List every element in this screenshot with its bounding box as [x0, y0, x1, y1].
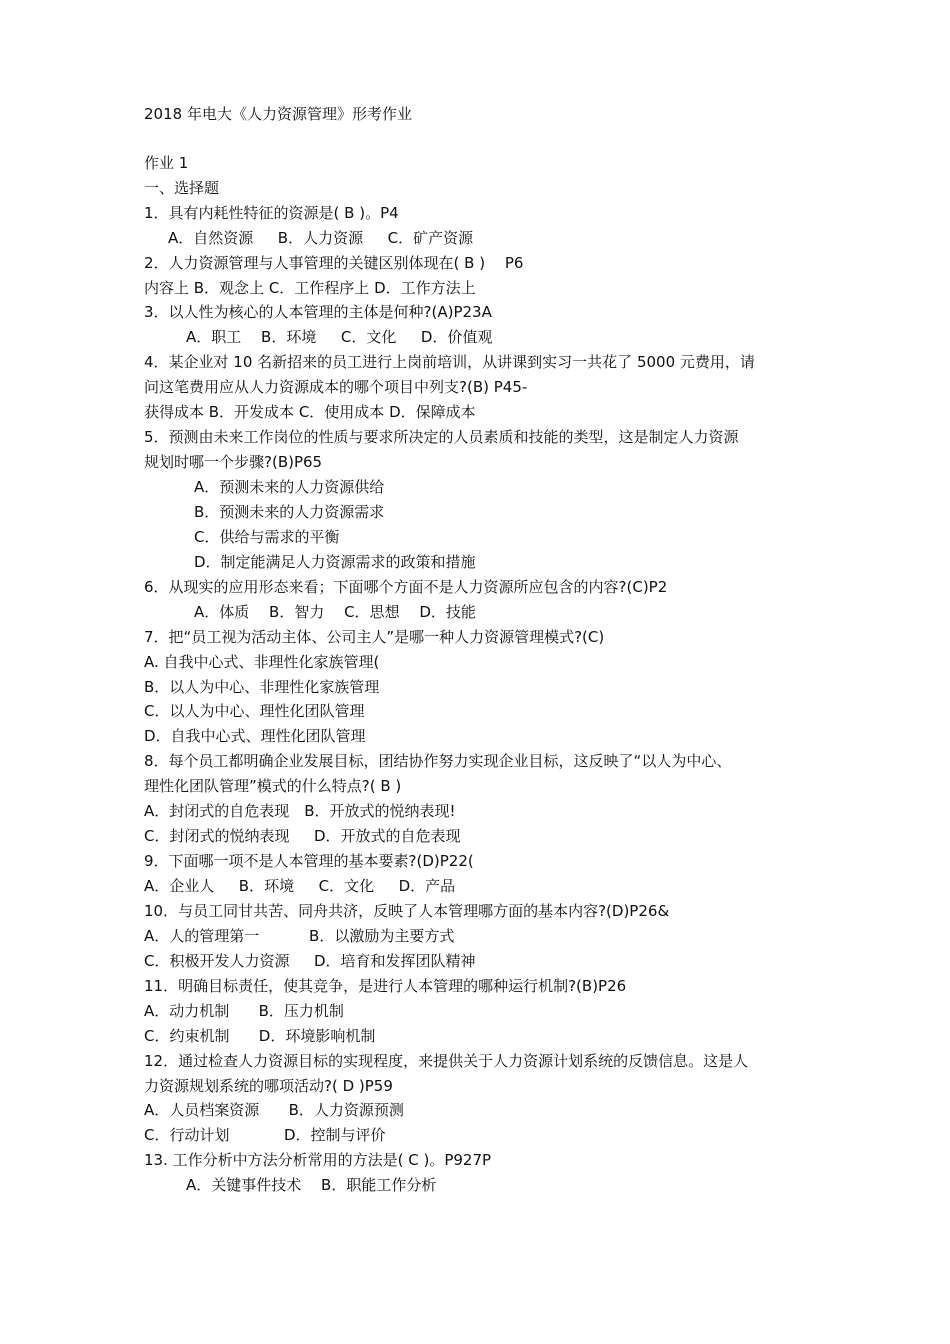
- question-line: 规划时哪一个步骤?(B)P65: [144, 453, 323, 471]
- assignment-heading: 作业 1: [144, 154, 189, 172]
- options-line: A．关键事件技术 B．职能工作分析: [186, 1176, 437, 1194]
- options-line: A．自然资源 B．人力资源 C．矿产资源: [168, 229, 474, 247]
- options-line: A．体质 B．智力 C．思想 D．技能: [194, 603, 476, 621]
- question-line: 问这笔费用应从人力资源成本的哪个项目中列支?(B) P45-: [144, 378, 528, 396]
- question-line: 力资源规划系统的哪项活动?( D )P59: [144, 1077, 393, 1095]
- question-line: 13. 工作分析中方法分析常用的方法是( C )。P927P: [144, 1151, 492, 1169]
- question-line: 7．把“员工视为活动主体、公司主人”是哪一种人力资源管理模式?(C): [144, 628, 605, 646]
- options-line: C．封闭式的悦纳表现 D．开放式的自危表现: [144, 827, 461, 845]
- question-line: 5．预测由未来工作岗位的性质与要求所决定的人员素质和技能的类型，这是制定人力资源: [144, 428, 739, 446]
- options-line: A．封闭式的自危表现 B．开放式的悦纳表现!: [144, 802, 456, 820]
- options-line: A．人的管理第一 B．以激励为主要方式: [144, 927, 455, 945]
- question-line: 1．具有内耗性特征的资源是( B )。P4: [144, 204, 399, 222]
- question-line: 4．某企业对 10 名新招来的员工进行上岗前培训，从讲课到实习一共花了 5000 元费用，请: [144, 353, 755, 371]
- options-line: A．预测未来的人力资源供给: [194, 478, 385, 496]
- options-line: C．供给与需求的平衡: [194, 528, 340, 546]
- question-line: 理性化团队管理”模式的什么特点?( B ): [144, 777, 402, 795]
- options-line: A．职工 B．环境 C．文化 D．价值观: [186, 328, 493, 346]
- options-line: D．制定能满足人力资源需求的政策和措施: [194, 553, 476, 571]
- options-line: A．企业人 B．环境 C．文化 D．产品: [144, 877, 456, 895]
- options-line: D．自我中心式、理性化团队管理: [144, 727, 366, 745]
- options-line: B．预测未来的人力资源需求: [194, 503, 385, 521]
- options-line: A．动力机制 B．压力机制: [144, 1002, 344, 1020]
- question-line: 11．明确目标责任，使其竞争，是进行人本管理的哪种运行机制?(B)P26: [144, 977, 627, 995]
- question-line: 12．通过检查人力资源目标的实现程度，来提供关于人力资源计划系统的反馈信息。这是人: [144, 1052, 749, 1070]
- question-line: 8．每个员工都明确企业发展目标，团结协作努力实现企业目标，这反映了“以人为中心、: [144, 752, 732, 770]
- options-line: 获得成本 B．开发成本 C．使用成本 D．保障成本: [144, 403, 476, 421]
- options-line: A. 自我中心式、非理性化家族管理(: [144, 653, 380, 671]
- document-title: 2018 年电大《人力资源管理》形考作业: [144, 105, 412, 123]
- question-line: 10．与员工同甘共苦、同舟共济，反映了人本管理哪方面的基本内容?(D)P26&: [144, 902, 670, 920]
- question-line: 2．人力资源管理与人事管理的关键区别体现在( B ) P6: [144, 254, 524, 272]
- options-line: C．约束机制 D．环境影响机制: [144, 1027, 376, 1045]
- options-line: B．以人为中心、非理性化家族管理: [144, 678, 380, 696]
- options-line: A．人员档案资源 B．人力资源预测: [144, 1101, 404, 1119]
- section-heading: 一、选择题: [144, 179, 220, 197]
- question-line: 3．以人性为核心的人本管理的主体是何种?(A)P23A: [144, 303, 492, 321]
- question-line: 6．从现实的应用形态来看；下面哪个方面不是人力资源所应包含的内容?(C)P2: [144, 578, 668, 596]
- options-line: C．行动计划 D．控制与评价: [144, 1126, 386, 1144]
- question-line: 9．下面哪一项不是人本管理的基本要素?(D)P22(: [144, 852, 474, 870]
- options-line: C．积极开发人力资源 D．培育和发挥团队精神: [144, 952, 476, 970]
- options-line: 内容上 B．观念上 C．工作程序上 D．工作方法上: [144, 279, 476, 297]
- options-line: C．以人为中心、理性化团队管理: [144, 702, 365, 720]
